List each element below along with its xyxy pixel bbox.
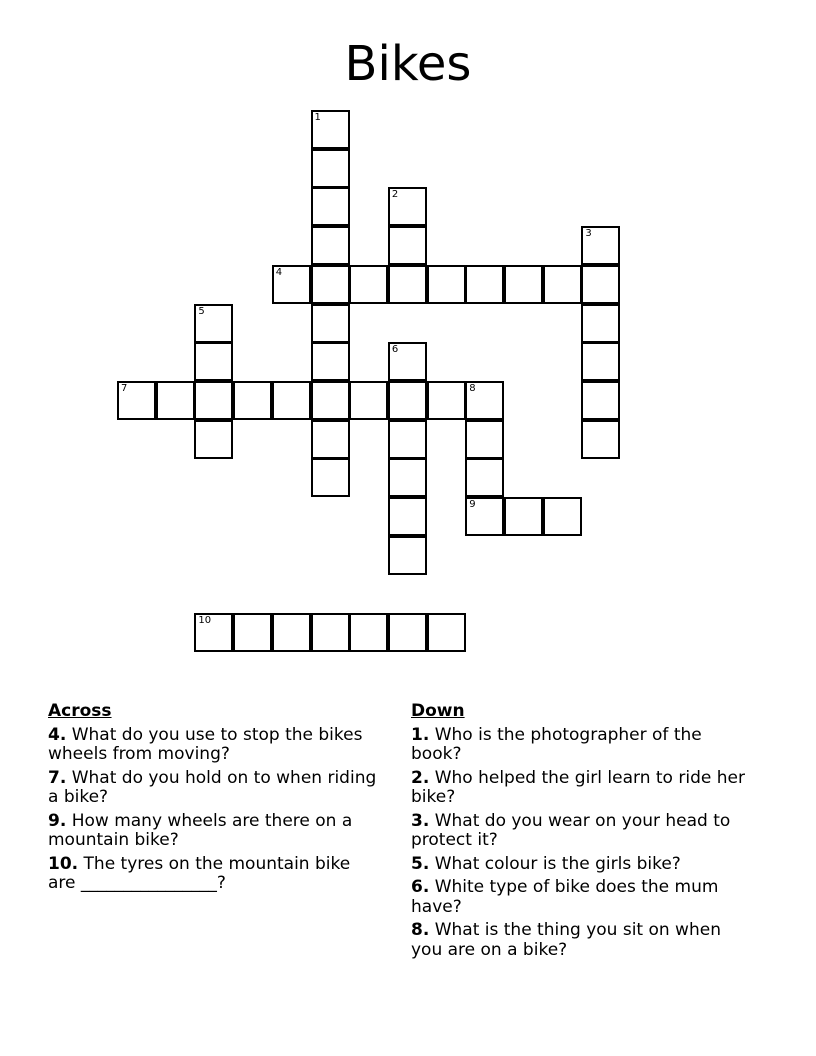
grid-cell[interactable] <box>311 381 350 420</box>
grid-cell[interactable] <box>388 497 427 536</box>
grid-cell[interactable] <box>311 613 350 652</box>
clue-number: 2. <box>411 767 430 788</box>
grid-cell[interactable] <box>427 265 466 304</box>
cell-number: 4 <box>275 266 283 278</box>
clue-text: Who is the photographer of the book? <box>411 724 702 764</box>
clue-number: 6. <box>411 877 430 897</box>
across-clue-7 <box>48 769 383 808</box>
grid-cell[interactable] <box>581 226 620 265</box>
grid-cell[interactable] <box>427 613 466 652</box>
down-clues <box>411 702 746 964</box>
grid-cell[interactable] <box>311 110 350 149</box>
down-heading: Down <box>411 701 465 721</box>
grid-cell[interactable] <box>117 381 156 420</box>
grid-cell[interactable] <box>388 420 427 459</box>
grid-cell[interactable] <box>388 613 427 652</box>
grid-cell[interactable] <box>311 342 350 381</box>
grid-cell[interactable] <box>194 420 233 459</box>
grid-cell[interactable] <box>388 342 427 381</box>
grid-cell[interactable] <box>194 613 233 652</box>
grid-cell[interactable] <box>388 381 427 420</box>
across-clues <box>48 702 383 898</box>
grid-cell[interactable] <box>388 187 427 226</box>
grid-cell[interactable] <box>543 497 582 536</box>
cell-number: 9 <box>469 499 476 510</box>
grid-cell[interactable] <box>465 420 504 459</box>
grid-cell[interactable] <box>156 381 195 420</box>
clue-number: 1. <box>411 724 430 745</box>
cell-number: 1 <box>314 112 321 123</box>
clue-number: 10. <box>48 853 79 874</box>
down-clue-8 <box>411 921 746 960</box>
grid-cell[interactable] <box>311 226 350 265</box>
clue-text: The tyres on the mountain bike are ________________? <box>48 853 351 893</box>
clue-text: What is the thing you sit on when you are on a bike? <box>411 920 721 960</box>
clue-number: 3. <box>411 810 430 831</box>
grid-cell[interactable] <box>581 381 620 420</box>
grid-cell[interactable] <box>504 497 543 536</box>
clue-text: What do you wear on your head to protect it? <box>411 810 731 850</box>
cell-number: 2 <box>391 189 399 201</box>
across-clue-4 <box>48 726 383 765</box>
clue-text: What colour is the girls bike? <box>434 853 681 874</box>
grid-cell[interactable] <box>388 458 427 497</box>
clue-text: What do you use to stop the bikes wheels from moving? <box>48 724 363 764</box>
grid-cell[interactable] <box>349 381 388 420</box>
grid-cell[interactable] <box>388 226 427 265</box>
grid-cell[interactable] <box>311 420 350 459</box>
clue-text: Who helped the girl learn to ride her bike? <box>411 767 745 807</box>
across-clue-9 <box>48 812 383 851</box>
grid-cell[interactable] <box>465 381 504 420</box>
grid-cell[interactable] <box>543 265 582 304</box>
grid-cell[interactable] <box>427 381 466 420</box>
cell-number: 10 <box>198 615 212 627</box>
grid-cell[interactable] <box>581 265 620 304</box>
grid-cell[interactable] <box>311 265 350 304</box>
grid-cell[interactable] <box>272 265 311 304</box>
page-title: Bikes <box>344 36 472 92</box>
clue-number: 4. <box>48 724 67 745</box>
cell-number: 6 <box>391 344 399 356</box>
grid-cell[interactable] <box>194 381 233 420</box>
grid-cell[interactable] <box>194 342 233 381</box>
grid-cell[interactable] <box>465 497 504 536</box>
grid-cell[interactable] <box>504 265 543 304</box>
cell-number: 3 <box>585 228 592 240</box>
grid-cell[interactable] <box>581 304 620 343</box>
clue-text: What do you hold on to when riding a bike? <box>48 767 377 807</box>
clue-number: 8. <box>411 920 430 940</box>
grid-cell[interactable] <box>388 536 427 575</box>
grid-cell[interactable] <box>311 187 350 226</box>
grid-cell[interactable] <box>465 265 504 304</box>
grid-cell[interactable] <box>349 265 388 304</box>
grid-cell[interactable] <box>233 381 272 420</box>
clue-number: 7. <box>48 767 67 788</box>
grid-cell[interactable] <box>349 613 388 652</box>
grid-cell[interactable] <box>194 304 233 343</box>
cell-number: 7 <box>121 382 128 394</box>
across-clue-10 <box>48 855 383 894</box>
clue-text: How many wheels are there on a mountain bike? <box>48 810 353 850</box>
grid-cell[interactable] <box>311 458 350 497</box>
grid-cell[interactable] <box>272 381 311 420</box>
grid-cell[interactable] <box>581 342 620 381</box>
clue-number: 9. <box>48 810 67 831</box>
grid-cell[interactable] <box>233 613 272 652</box>
down-clue-6 <box>411 878 746 917</box>
across-heading: Across <box>48 701 112 721</box>
grid-cell[interactable] <box>311 304 350 343</box>
grid-cell[interactable] <box>388 265 427 304</box>
grid-cell[interactable] <box>272 613 311 652</box>
clue-text: White type of bike does the mum have? <box>411 877 719 917</box>
clue-number: 5. <box>411 853 430 874</box>
grid-cell[interactable] <box>311 149 350 188</box>
cell-number: 8 <box>469 382 476 394</box>
grid-cell[interactable] <box>465 458 504 497</box>
down-clue-5 <box>411 855 746 875</box>
down-clue-3 <box>411 812 746 851</box>
down-clue-1 <box>411 726 746 765</box>
grid-cell[interactable] <box>581 420 620 459</box>
cell-number: 5 <box>198 305 205 317</box>
down-clue-2 <box>411 769 746 808</box>
